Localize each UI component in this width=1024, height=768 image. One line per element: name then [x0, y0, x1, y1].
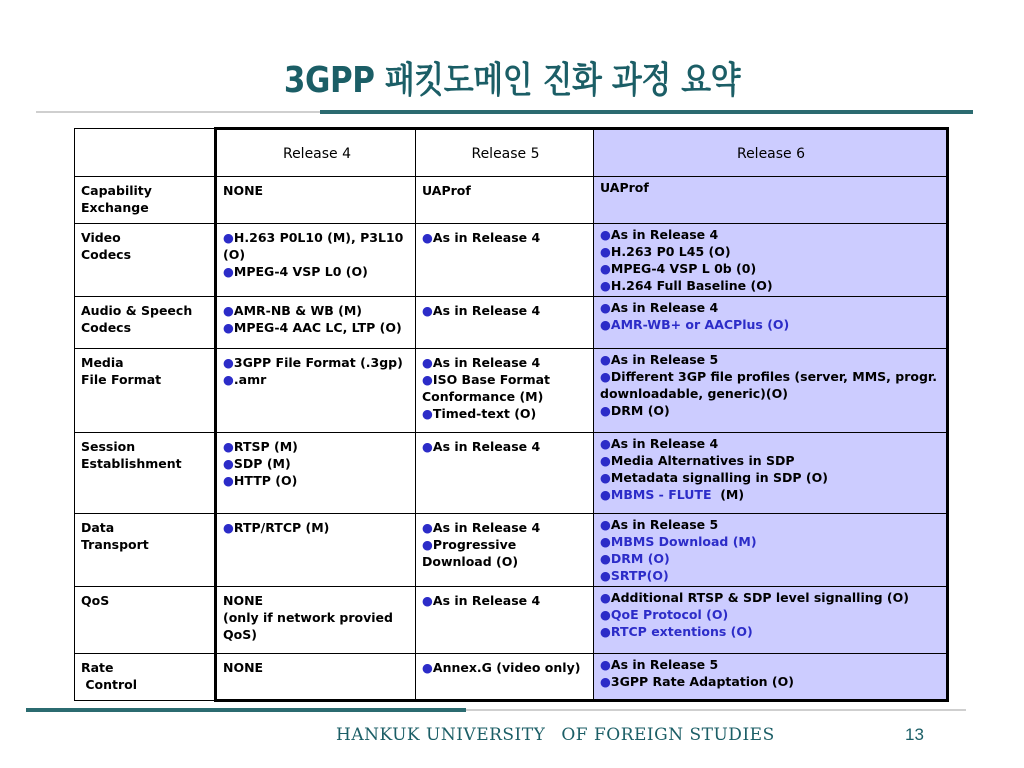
- bullet-icon: ●: [223, 439, 234, 454]
- bullet-icon: ●: [223, 264, 234, 279]
- cell-item: [223, 319, 411, 336]
- bullet-icon: ●: [223, 355, 234, 370]
- cell-item: [600, 567, 942, 584]
- cell-item: [422, 182, 589, 199]
- cell-item-text: As in Release 4: [432, 303, 541, 318]
- bullet-icon: ●: [223, 320, 234, 335]
- cell-item-text: As in Release 4: [432, 439, 541, 454]
- cell-item: [422, 519, 589, 536]
- bullet-icon: ●: [600, 300, 611, 315]
- cell-item-text: SDP (M): [233, 456, 291, 471]
- cell-item-text: MPEG-4 AAC LC, LTP (O): [233, 320, 402, 335]
- bullet-icon: ●: [600, 470, 611, 485]
- bullet-icon: ●: [600, 624, 611, 639]
- bullet-icon: ●: [600, 436, 611, 451]
- cell-item-text: NONE: [223, 660, 264, 675]
- cell-item-text: As in Release 5: [610, 517, 719, 532]
- bullet-icon: ●: [600, 278, 611, 293]
- row-label-text: Data: [81, 520, 115, 535]
- cell-item-text: RTSP (M): [233, 439, 298, 454]
- table-row: [75, 224, 948, 297]
- cell-item: [223, 472, 411, 489]
- release-4-cell: [216, 224, 416, 297]
- cell-item-text: As in Release 4: [610, 227, 719, 242]
- bullet-icon: ●: [600, 453, 611, 468]
- cell-item: [223, 354, 411, 371]
- cell-item: [600, 550, 942, 567]
- release-4-cell: [216, 654, 416, 701]
- release-6-cell: [594, 224, 948, 297]
- cell-item: [600, 368, 942, 402]
- cell-item: [600, 260, 942, 277]
- bullet-icon: ●: [600, 227, 611, 242]
- cell-item-text: 3GPP Rate Adaptation (O): [610, 674, 794, 689]
- bullet-icon: ●: [600, 607, 611, 622]
- cell-item: [600, 299, 942, 316]
- cell-item: [600, 486, 942, 503]
- release-4-cell: [216, 349, 416, 433]
- bullet-icon: ●: [223, 230, 234, 245]
- bullet-icon: ●: [422, 355, 433, 370]
- cell-item: [422, 229, 589, 246]
- bullet-icon: ●: [600, 551, 611, 566]
- bullet-icon: ●: [600, 244, 611, 259]
- row-label-text: Transport: [81, 537, 149, 552]
- cell-item: [600, 606, 942, 623]
- row-label-text: Audio & Speech: [81, 303, 193, 318]
- bullet-icon: ●: [422, 537, 433, 552]
- cell-item: [223, 371, 411, 388]
- cell-item: [600, 351, 942, 368]
- bullet-icon: ●: [600, 352, 611, 367]
- header-empty-cell: [75, 129, 216, 177]
- row-label-text: Codecs: [81, 247, 132, 262]
- cell-item: [223, 302, 411, 319]
- cell-item: [422, 659, 589, 676]
- cell-item: [223, 438, 411, 455]
- release-4-cell: [216, 177, 416, 224]
- row-label-text: File Format: [81, 372, 162, 387]
- cell-item-text: AMR-WB+ or AACPlus (O): [610, 317, 790, 332]
- cell-item-text: MPEG-4 VSP L0 (O): [233, 264, 368, 279]
- footer-divider-thick: [26, 708, 466, 712]
- release-5-cell: [416, 349, 594, 433]
- release-comparison-table: [74, 127, 949, 702]
- header-cell-release-4: Release 4: [216, 129, 416, 177]
- cell-item: [223, 182, 411, 199]
- bullet-icon: ●: [422, 439, 433, 454]
- bullet-icon: ●: [422, 303, 433, 318]
- cell-item-text: As in Release 4: [432, 520, 541, 535]
- release-4-cell: [216, 297, 416, 349]
- bullet-icon: ●: [422, 660, 433, 675]
- row-label-text: Session: [81, 439, 136, 454]
- cell-item-text: DRM (O): [610, 551, 670, 566]
- cell-item-text: Timed-text (O): [432, 406, 537, 421]
- table-row: [75, 177, 948, 224]
- release-5-cell: [416, 433, 594, 514]
- cell-item: [422, 302, 589, 319]
- release-6-cell: [594, 349, 948, 433]
- row-label-cell: [75, 514, 216, 587]
- release-5-cell: [416, 587, 594, 654]
- release-6-cell: [594, 177, 948, 224]
- cell-item-text: As in Release 4: [432, 355, 541, 370]
- release-6-cell: [594, 587, 948, 654]
- row-label-cell: [75, 177, 216, 224]
- cell-item: [600, 316, 942, 333]
- cell-item: [600, 656, 942, 673]
- cell-item: [422, 405, 589, 422]
- row-label-cell: [75, 587, 216, 654]
- cell-item-text: MBMS - FLUTE: [610, 487, 712, 502]
- cell-item-text: MPEG-4 VSP L 0b (0): [610, 261, 757, 276]
- cell-item-text: As in Release 5: [610, 657, 719, 672]
- cell-item-text: RTP/RTCP (M): [233, 520, 330, 535]
- cell-item-text: UAProf: [600, 180, 649, 195]
- cell-item-text: DRM (O): [610, 403, 670, 418]
- cell-item: [600, 469, 942, 486]
- bullet-icon: ●: [600, 403, 611, 418]
- bullet-icon: ●: [223, 456, 234, 471]
- row-label-cell: [75, 297, 216, 349]
- release-5-cell: [416, 514, 594, 587]
- slide-title: 3GPP 패킷도메인 진화 과정 요약: [283, 60, 741, 101]
- cell-item: [223, 659, 411, 676]
- release-6-cell: [594, 654, 948, 701]
- table-row: [75, 514, 948, 587]
- cell-item: [422, 438, 589, 455]
- cell-item-text: HTTP (O): [233, 473, 298, 488]
- cell-item-text: As in Release 4: [610, 436, 719, 451]
- bullet-icon: ●: [600, 534, 611, 549]
- release-5-cell: [416, 297, 594, 349]
- cell-item: [422, 371, 589, 405]
- table-header-row: [75, 129, 948, 177]
- bullet-icon: ●: [223, 372, 234, 387]
- cell-item-text: H.263 P0 L45 (O): [610, 244, 731, 259]
- header-cell-release-5: Release 5: [416, 129, 594, 177]
- cell-item: [600, 673, 942, 690]
- cell-item-text: UAProf: [422, 183, 471, 198]
- cell-item-text: Additional RTSP & SDP level signalling (O): [610, 590, 909, 605]
- row-label-text: Media: [81, 355, 124, 370]
- bullet-icon: ●: [422, 230, 433, 245]
- release-6-cell: [594, 297, 948, 349]
- cell-item-suffix: (M): [711, 487, 745, 502]
- cell-item-text: H.264 Full Baseline (O): [610, 278, 773, 293]
- cell-item: [422, 592, 589, 609]
- bullet-icon: ●: [422, 520, 433, 535]
- table-row: [75, 587, 948, 654]
- row-label-text: Control: [81, 677, 138, 692]
- table-row: [75, 654, 948, 701]
- bullet-icon: ●: [600, 261, 611, 276]
- cell-item: [223, 455, 411, 472]
- table-row: [75, 349, 948, 433]
- row-label-cell: [75, 349, 216, 433]
- cell-item: [223, 263, 411, 280]
- table-row: [75, 297, 948, 349]
- row-label-text: Capability: [81, 183, 152, 198]
- cell-item: [422, 536, 589, 570]
- cell-item-text: (only if network provied QoS): [223, 610, 393, 642]
- cell-item-text: SRTP(O): [610, 568, 669, 583]
- university-logo: [336, 720, 775, 750]
- bullet-icon: ●: [600, 657, 611, 672]
- cell-item-text: As in Release 5: [610, 352, 719, 367]
- bullet-icon: ●: [600, 317, 611, 332]
- cell-item-text: NONE: [223, 183, 264, 198]
- cell-item: [223, 229, 411, 263]
- cell-item: [422, 354, 589, 371]
- cell-item: [600, 226, 942, 243]
- release-6-cell: [594, 433, 948, 514]
- bullet-icon: ●: [223, 520, 234, 535]
- release-6-cell: [594, 514, 948, 587]
- title-divider-thick: [320, 110, 973, 114]
- release-5-cell: [416, 654, 594, 701]
- row-label-text: Codecs: [81, 320, 132, 335]
- row-label-cell: [75, 433, 216, 514]
- release-5-cell: [416, 224, 594, 297]
- bullet-icon: ●: [422, 593, 433, 608]
- cell-item-text: Different 3GP file profiles (server, MMS, progr. downloadable, generic)(O): [600, 369, 938, 401]
- cell-item-text: As in Release 4: [432, 230, 541, 245]
- row-label-text: Exchange: [81, 200, 149, 215]
- release-4-cell: [216, 433, 416, 514]
- cell-item: [600, 623, 942, 640]
- logo-text-left: HANKUK UNIVERSITY: [336, 725, 546, 745]
- release-4-cell: [216, 587, 416, 654]
- table-row: [75, 433, 948, 514]
- row-label-text: QoS: [81, 593, 110, 608]
- cell-item: [600, 516, 942, 533]
- cell-item: [600, 589, 942, 606]
- cell-item-text: NONE: [223, 593, 264, 608]
- cell-item-text: .amr: [233, 372, 267, 387]
- cell-item-text: Metadata signalling in SDP (O): [610, 470, 828, 485]
- bullet-icon: ●: [600, 487, 611, 502]
- bullet-icon: ●: [600, 369, 611, 384]
- cell-item-text: 3GPP File Format (.3gp): [233, 355, 403, 370]
- release-4-cell: [216, 514, 416, 587]
- cell-item-text: Progressive Download (O): [422, 537, 519, 569]
- cell-item-text: H.263 P0L10 (M), P3L10 (O): [223, 230, 404, 262]
- cell-item: [600, 179, 942, 196]
- cell-item: [600, 277, 942, 294]
- cell-item-text: ISO Base Format Conformance (M): [422, 372, 551, 404]
- bullet-icon: ●: [600, 568, 611, 583]
- page-number: 13: [905, 725, 924, 744]
- cell-item-text: RTCP extentions (O): [610, 624, 753, 639]
- cell-item: [600, 435, 942, 452]
- cell-item-text: Annex.G (video only): [432, 660, 581, 675]
- row-label-cell: [75, 654, 216, 701]
- logo-text-right: OF FOREIGN STUDIES: [561, 725, 775, 745]
- cell-item-text: As in Release 4: [610, 300, 719, 315]
- bullet-icon: ●: [600, 674, 611, 689]
- cell-item-text: QoE Protocol (O): [610, 607, 729, 622]
- bullet-icon: ●: [422, 406, 433, 421]
- cell-item-text: As in Release 4: [432, 593, 541, 608]
- row-label-cell: [75, 224, 216, 297]
- cell-item-text: MBMS Download (M): [610, 534, 757, 549]
- bullet-icon: ●: [600, 590, 611, 605]
- cell-item: [223, 609, 411, 643]
- bullet-icon: ●: [223, 303, 234, 318]
- header-cell-release-6: Release 6: [594, 129, 948, 177]
- row-label-text: Video: [81, 230, 121, 245]
- cell-item-text: AMR-NB & WB (M): [233, 303, 362, 318]
- release-5-cell: [416, 177, 594, 224]
- cell-item: [600, 533, 942, 550]
- row-label-text: Rate: [81, 660, 114, 675]
- row-label-text: Establishment: [81, 456, 182, 471]
- cell-item-text: Media Alternatives in SDP: [610, 453, 795, 468]
- cell-item: [600, 243, 942, 260]
- cell-item: [600, 452, 942, 469]
- cell-item: [223, 519, 411, 536]
- bullet-icon: ●: [600, 517, 611, 532]
- bullet-icon: ●: [422, 372, 433, 387]
- bullet-icon: ●: [223, 473, 234, 488]
- cell-item: [223, 592, 411, 609]
- cell-item: [600, 402, 942, 419]
